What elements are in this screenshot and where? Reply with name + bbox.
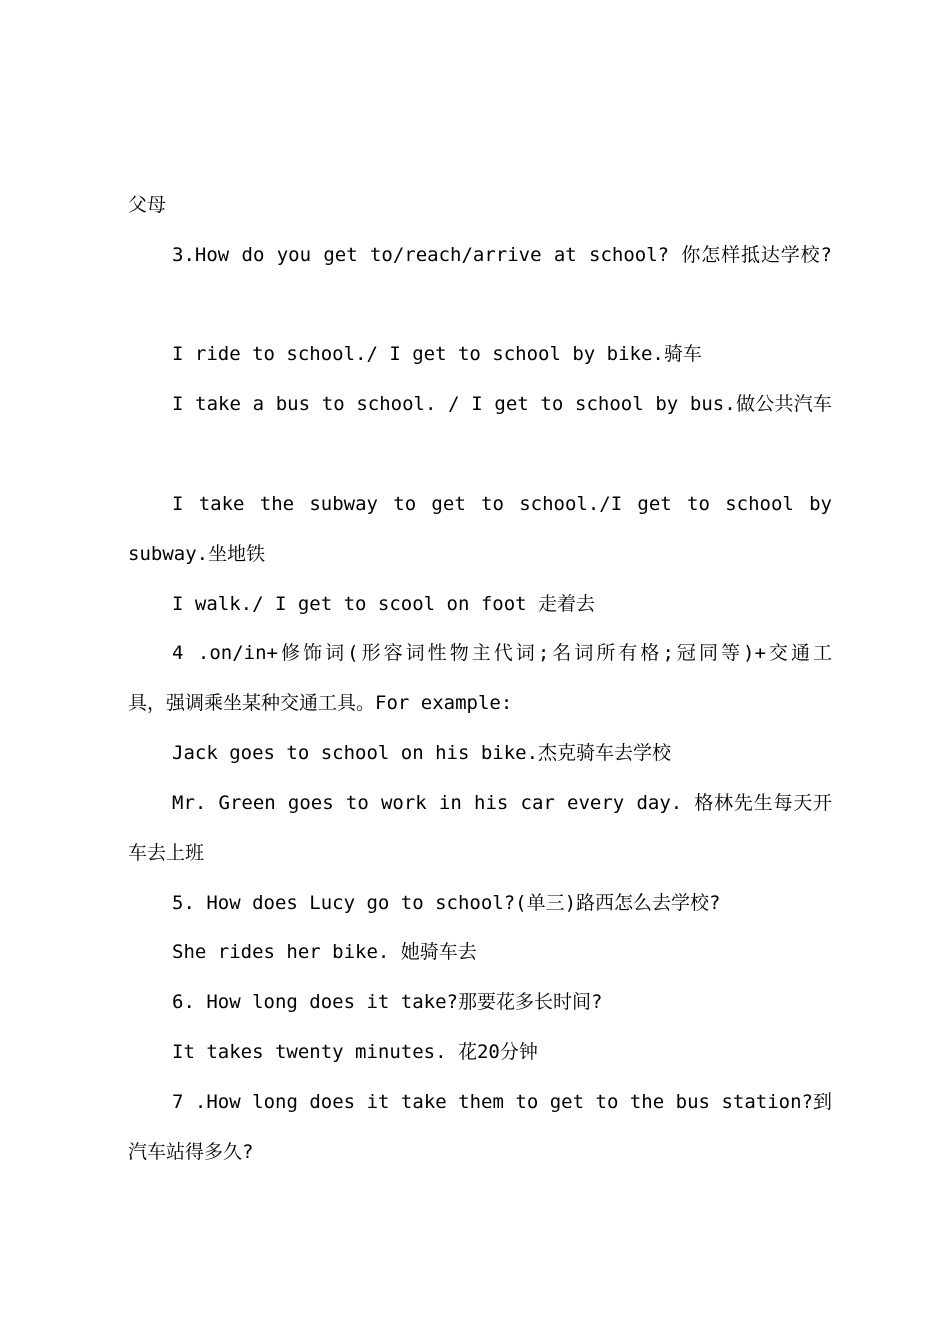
example-line-continued: 车去上班	[128, 842, 205, 864]
answer-line: I walk./ I get to scool on foot 走着去	[172, 593, 596, 615]
example-line: Mr. Green goes to work in his car every day. 格林先生每天开	[172, 792, 832, 814]
question-line-continued: 汽车站得多久?	[128, 1141, 254, 1163]
question-line: 7 .How long does it take them to get to the bus station?到	[172, 1091, 832, 1113]
answer-line: It takes twenty minutes. 花20分钟	[172, 1041, 538, 1063]
question-line: 6. How long does it take?那要花多长时间?	[172, 991, 603, 1013]
rule-line-continued: 具，强调乘坐某种交通工具。For example:	[128, 692, 513, 714]
answer-line-continued: subway.坐地铁	[128, 543, 266, 565]
answer-line: I take a bus to school. / I get to school by bus.做公共汽车	[172, 393, 832, 415]
rule-line: 4 .on/in+修饰词(形容词性物主代词;名词所有格;冠同等)+交通工	[172, 642, 832, 664]
text-line: 父母	[128, 194, 167, 216]
answer-line: I take the subway to get to school./I get to school by	[172, 493, 832, 515]
answer-line: I ride to school./ I get to school by bike.骑车	[172, 343, 702, 365]
question-line: 3.How do you get to/reach/arrive at school? 你怎样抵达学校?	[172, 244, 832, 266]
example-line: Jack goes to school on his bike.杰克骑车去学校	[172, 742, 672, 764]
question-line: 5. How does Lucy go to school?(单三)路西怎么去学校?	[172, 892, 721, 914]
answer-line: She rides her bike. 她骑车去	[172, 941, 477, 963]
